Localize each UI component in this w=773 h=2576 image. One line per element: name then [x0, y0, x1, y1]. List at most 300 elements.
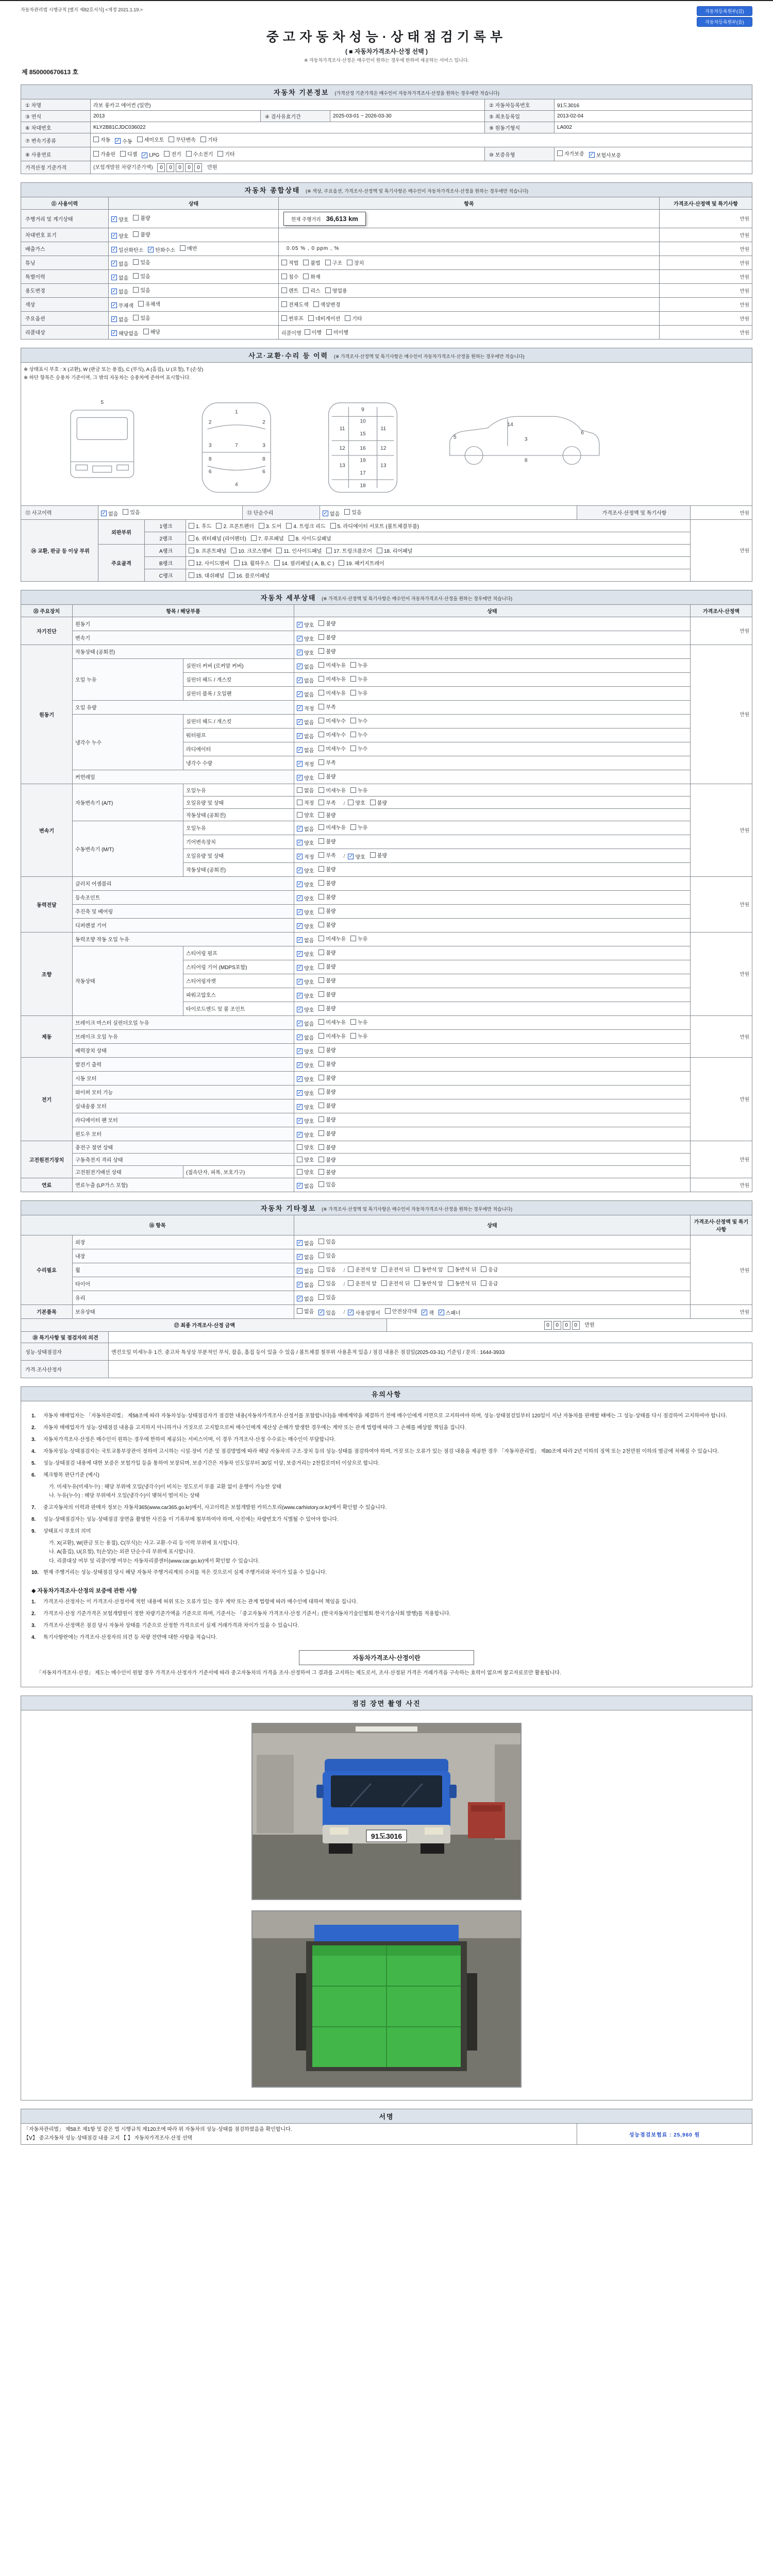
checkbox[interactable] — [318, 962, 335, 970]
checkbox[interactable] — [297, 1117, 314, 1125]
checkbox[interactable] — [286, 522, 325, 530]
checkbox[interactable] — [297, 1253, 314, 1261]
checkbox[interactable] — [318, 758, 335, 766]
checkbox-box-icon: ✓ — [297, 1020, 302, 1026]
front-plate — [93, 466, 112, 472]
checkbox[interactable] — [350, 661, 367, 669]
checkbox[interactable] — [348, 1309, 380, 1316]
checkbox[interactable] — [325, 259, 342, 266]
checkbox[interactable] — [111, 287, 128, 295]
checkbox[interactable] — [448, 1265, 476, 1273]
checkbox[interactable] — [115, 137, 132, 145]
checkbox[interactable] — [189, 571, 224, 579]
checkbox[interactable] — [297, 839, 314, 846]
checkbox[interactable] — [318, 1238, 335, 1245]
checkbox[interactable] — [297, 811, 314, 819]
checkbox[interactable] — [381, 1279, 410, 1287]
checkbox-box-icon — [318, 704, 324, 709]
checkbox[interactable] — [318, 1309, 335, 1316]
checkbox-label: 동반석 뒤 — [455, 1267, 477, 1273]
checkbox[interactable] — [137, 135, 164, 143]
checkbox[interactable] — [281, 259, 298, 266]
section-title: 유의사항 — [371, 1390, 402, 1398]
checkbox[interactable] — [133, 314, 150, 321]
checkbox[interactable] — [318, 907, 335, 914]
checkbox[interactable] — [318, 1101, 335, 1109]
checkbox-label: 있음 — [140, 287, 150, 294]
checkbox[interactable] — [377, 547, 412, 554]
state-cell — [294, 1085, 691, 1099]
checkbox[interactable] — [111, 315, 128, 323]
checkbox[interactable] — [297, 1267, 314, 1275]
checkbox[interactable] — [318, 1293, 335, 1301]
checkbox[interactable] — [347, 259, 364, 266]
state-cell — [294, 742, 691, 756]
checkbox-label: 불량 — [326, 908, 336, 914]
item-label: 커먼레일 — [73, 770, 294, 784]
checkbox-label: 있음 — [326, 1239, 336, 1245]
state-separator: / — [343, 1309, 345, 1315]
checkbox[interactable] — [189, 522, 211, 530]
checkbox[interactable] — [318, 675, 346, 683]
checkbox[interactable] — [323, 510, 340, 517]
checkbox-box-icon: ✓ — [422, 1309, 427, 1315]
checkbox-label: 양호 — [304, 993, 314, 999]
section-accident-history — [21, 348, 752, 363]
checkbox[interactable] — [318, 811, 335, 819]
checkbox[interactable] — [318, 1060, 335, 1067]
checkbox[interactable] — [189, 547, 226, 554]
checkbox[interactable] — [133, 258, 150, 266]
diagram-number-label: 12 — [339, 445, 345, 451]
checkbox[interactable] — [481, 1279, 498, 1287]
diagram-number-label: 3 — [524, 436, 528, 443]
checkbox[interactable] — [297, 649, 314, 656]
checkbox[interactable] — [318, 1168, 335, 1176]
checkbox-box-icon — [133, 231, 139, 237]
checkbox[interactable] — [348, 1279, 376, 1287]
checkbox[interactable] — [297, 1281, 314, 1289]
checkbox[interactable] — [318, 1032, 346, 1040]
checkbox[interactable] — [297, 936, 314, 944]
checkbox[interactable] — [216, 522, 254, 530]
checkbox[interactable] — [318, 851, 335, 859]
checkbox[interactable] — [111, 301, 133, 309]
checkbox[interactable] — [370, 799, 387, 806]
device-group-label: 조향 — [21, 932, 73, 1015]
checkbox[interactable] — [297, 1047, 314, 1055]
checkbox[interactable] — [414, 1265, 443, 1273]
checkbox-label: 8. 사이드실패널 — [295, 536, 331, 542]
checkbox[interactable] — [350, 935, 367, 942]
checkbox[interactable] — [318, 1018, 346, 1026]
notice-item-number: 3. — [31, 1436, 36, 1443]
subitem-label: 스티어링 기어 (MDPS포함) — [183, 960, 294, 974]
checkbox[interactable] — [318, 990, 335, 998]
checkbox-label: 양호 — [304, 812, 314, 819]
checkbox[interactable] — [318, 731, 346, 738]
checkbox[interactable] — [281, 300, 309, 308]
etc-body — [21, 1235, 752, 1318]
checkbox[interactable] — [186, 150, 213, 158]
checkbox-box-icon: ✓ — [297, 663, 302, 669]
checkbox[interactable] — [297, 825, 314, 833]
checkbox[interactable] — [297, 880, 314, 888]
checkbox[interactable] — [381, 1265, 410, 1273]
checkbox[interactable] — [297, 621, 314, 629]
checkbox[interactable] — [297, 635, 314, 642]
checkbox[interactable] — [111, 246, 143, 253]
checkbox[interactable] — [313, 300, 341, 308]
checkbox[interactable] — [325, 286, 347, 294]
checkbox[interactable] — [318, 1046, 335, 1054]
checkbox[interactable] — [297, 950, 314, 958]
item-label: 오일 누유 — [73, 658, 183, 700]
checkbox[interactable] — [148, 246, 175, 253]
checkbox[interactable] — [326, 328, 348, 336]
checkbox[interactable] — [297, 732, 314, 740]
checkbox-box-icon: ✓ — [297, 867, 302, 873]
mileage-value: 36,613 km — [326, 214, 358, 223]
checkbox[interactable] — [297, 853, 314, 860]
checkbox[interactable] — [143, 328, 160, 335]
checkbox-box-icon: ✓ — [297, 1131, 302, 1138]
checkbox[interactable] — [318, 948, 335, 956]
checkbox-label: 불량 — [140, 232, 150, 238]
checkbox[interactable] — [234, 559, 270, 567]
checkbox[interactable] — [297, 786, 314, 794]
checkbox[interactable] — [101, 510, 118, 517]
checkbox[interactable] — [111, 215, 128, 223]
checkbox[interactable] — [180, 244, 197, 252]
checkbox[interactable] — [348, 853, 365, 860]
checkbox[interactable] — [350, 786, 367, 794]
remark-role-label: 가격·조사산정자 — [21, 1360, 109, 1378]
checkbox[interactable] — [297, 1006, 314, 1013]
checkbox[interactable] — [318, 1004, 335, 1012]
checkbox[interactable] — [138, 300, 160, 308]
checkbox-box-icon — [370, 852, 376, 858]
checkbox[interactable] — [297, 760, 314, 768]
item-label: 브레이크 마스터 실린더오일 누유 — [73, 1015, 294, 1029]
overall-header-price: 가격조사·산정액 및 특기사항 — [660, 197, 752, 209]
checkbox[interactable] — [231, 547, 272, 554]
checkbox[interactable] — [350, 689, 367, 697]
checkbox[interactable] — [308, 314, 340, 322]
checkbox[interactable] — [305, 328, 322, 336]
checkbox[interactable] — [281, 314, 304, 322]
notice-item-number: 6. — [31, 1472, 36, 1478]
checkbox[interactable] — [297, 1295, 314, 1302]
checkbox-label: 양호 — [304, 1049, 314, 1055]
checkbox-label: 리스 — [310, 289, 321, 295]
checkbox[interactable] — [297, 922, 314, 930]
checkbox[interactable] — [251, 534, 284, 542]
checkbox[interactable] — [350, 1032, 367, 1040]
checkbox[interactable] — [133, 272, 150, 280]
notice-item-number: 8. — [31, 1516, 36, 1522]
checkbox[interactable] — [370, 851, 387, 859]
checkbox-box-icon — [339, 560, 344, 566]
checkbox[interactable] — [111, 274, 128, 281]
checkbox[interactable] — [318, 865, 335, 873]
checkbox[interactable] — [111, 329, 139, 337]
checkbox[interactable] — [350, 1018, 367, 1026]
checkbox-label: 렌트 — [289, 289, 299, 295]
checkbox[interactable] — [330, 522, 419, 530]
checkbox[interactable] — [111, 232, 128, 240]
checkbox[interactable] — [120, 150, 137, 158]
checkbox[interactable] — [318, 823, 346, 831]
checkbox[interactable] — [297, 978, 314, 986]
state-cell — [294, 1127, 691, 1141]
state-cell — [294, 631, 691, 645]
checkbox[interactable] — [281, 273, 298, 280]
checkbox-box-icon — [318, 1103, 324, 1108]
checkbox[interactable] — [318, 1156, 335, 1163]
notice-item-text: 특기사항란에는 가격조사·산정자의 의견 등 차량 전반에 대한 사항을 적습니다. — [43, 1635, 217, 1641]
checkbox-label: 있음 — [140, 274, 150, 280]
checkbox[interactable] — [93, 135, 110, 143]
checkbox[interactable] — [189, 559, 229, 567]
overall-body — [21, 209, 752, 339]
checkbox[interactable] — [481, 1265, 498, 1273]
checkbox-label: 탄화수소 — [155, 247, 175, 253]
checkbox-label: 불량 — [326, 621, 336, 627]
state-cell — [294, 1043, 691, 1057]
checkbox[interactable] — [297, 867, 314, 874]
checkbox[interactable] — [318, 1115, 335, 1123]
checkbox[interactable] — [142, 152, 159, 158]
checkbox[interactable] — [345, 314, 362, 322]
state-cell — [294, 658, 691, 672]
checkbox-box-icon — [217, 151, 223, 157]
device-row — [21, 1165, 752, 1178]
checkbox[interactable] — [350, 823, 367, 831]
notice-item — [31, 1448, 742, 1456]
checkbox[interactable] — [318, 717, 346, 724]
price-cell: 만원 — [691, 519, 752, 581]
checkbox[interactable] — [297, 992, 314, 999]
checkbox[interactable] — [200, 135, 217, 143]
checkbox[interactable] — [297, 676, 314, 684]
checkbox[interactable] — [318, 1180, 335, 1188]
warranty-type-options — [554, 147, 752, 161]
diagram-numbers — [100, 400, 584, 488]
checkbox-label: 있음 — [326, 1267, 336, 1273]
usage-extra-cell — [279, 325, 660, 339]
rank-items — [186, 569, 691, 581]
checkbox-label: 기타 — [225, 152, 235, 158]
checkbox[interactable] — [297, 894, 314, 902]
checkbox[interactable] — [350, 731, 367, 738]
registry-doc-button-2[interactable]: 자동차등록원부(을) — [697, 17, 752, 27]
checkbox[interactable] — [297, 774, 314, 782]
checkbox[interactable] — [169, 135, 196, 143]
checkbox[interactable] — [297, 1103, 314, 1111]
checkbox[interactable] — [448, 1279, 476, 1287]
checkbox[interactable] — [303, 259, 320, 266]
checkbox[interactable] — [318, 799, 335, 806]
checkbox-label: 있음 — [326, 1253, 336, 1259]
checkbox[interactable] — [589, 151, 621, 159]
checkbox[interactable] — [297, 690, 314, 698]
etc-header-state: 상태 — [294, 1215, 691, 1235]
checkbox-label: 불량 — [326, 774, 336, 780]
checkbox[interactable] — [259, 522, 281, 530]
checkbox-label: 없음 — [304, 1268, 314, 1275]
checkbox[interactable] — [297, 1131, 314, 1139]
price-cell: 만원 — [660, 297, 752, 311]
checkbox[interactable] — [111, 260, 128, 267]
checkbox[interactable] — [133, 286, 150, 294]
checkbox[interactable] — [276, 547, 322, 554]
checkbox-box-icon — [318, 1266, 324, 1272]
checkbox[interactable] — [297, 1143, 314, 1151]
checkbox-box-icon — [286, 523, 292, 529]
checkbox[interactable] — [318, 1251, 335, 1259]
item-label: 추진축 및 베어링 — [73, 904, 294, 918]
checkbox[interactable] — [229, 571, 270, 579]
checkbox[interactable] — [318, 837, 335, 845]
checkbox[interactable] — [422, 1309, 434, 1316]
checkbox[interactable] — [318, 744, 346, 752]
vehicle-type-legend: ※ 하단 항목은 승용차 기준이며, 그 밖의 자동차는 승용차에 준하여 표시합니다. — [24, 375, 191, 381]
checkbox[interactable] — [297, 1156, 314, 1163]
checkbox[interactable] — [348, 799, 365, 806]
checkbox[interactable] — [350, 717, 367, 724]
checkbox[interactable] — [318, 1074, 335, 1081]
checkbox[interactable] — [318, 703, 335, 710]
diagram-number-label: 8 — [524, 457, 528, 464]
checkbox[interactable] — [133, 214, 150, 222]
checkbox[interactable] — [297, 1020, 314, 1027]
checkbox[interactable] — [414, 1279, 443, 1287]
checkbox-box-icon — [281, 301, 287, 307]
diagram-number-label: 6 — [262, 469, 265, 475]
checkbox[interactable] — [318, 879, 335, 887]
checkbox[interactable] — [318, 1265, 335, 1273]
checkbox[interactable] — [297, 746, 314, 754]
checkbox[interactable] — [318, 633, 335, 641]
notice-item — [31, 1471, 742, 1480]
mileage-label: 현재 주행거리 — [291, 216, 321, 223]
sign-statement — [21, 2124, 577, 2145]
state-cell — [294, 1057, 691, 1071]
checkbox[interactable] — [123, 508, 140, 516]
checkbox[interactable] — [318, 689, 346, 697]
checkbox-label: 없음 — [119, 261, 129, 267]
checkbox[interactable] — [318, 935, 346, 942]
checkbox-box-icon: ✓ — [112, 246, 116, 252]
checkbox[interactable] — [318, 1088, 335, 1095]
checkbox-label: 불량 — [326, 1131, 336, 1137]
checkbox[interactable] — [274, 559, 334, 567]
checkbox-label: 없음 — [304, 664, 314, 670]
front-view-outline — [71, 410, 134, 478]
mileage-box — [283, 212, 366, 226]
insurance-fee — [577, 2124, 752, 2145]
checkbox[interactable] — [318, 893, 335, 901]
checkbox[interactable] — [318, 921, 335, 928]
checkbox-label: 불량 — [326, 1170, 336, 1176]
state-symbol-legend: ※ 상태표시 부호 : X (교환), W (판금 또는 용접), C (부식), A (흠집), U (요철), T (손상) — [24, 366, 204, 372]
checkbox[interactable] — [350, 744, 367, 752]
checkbox-box-icon — [377, 548, 382, 553]
device-row — [21, 1043, 752, 1057]
checkbox[interactable] — [297, 1089, 314, 1097]
checkbox-box-icon: ✓ — [297, 677, 302, 683]
checkbox[interactable] — [385, 1307, 417, 1315]
checkbox[interactable] — [344, 508, 361, 516]
checkbox[interactable] — [318, 1143, 335, 1151]
checkbox[interactable] — [297, 704, 314, 712]
checkbox[interactable] — [318, 772, 335, 780]
checkbox[interactable] — [297, 1239, 314, 1247]
checkbox[interactable] — [326, 547, 372, 554]
checkbox[interactable] — [339, 559, 384, 567]
registry-doc-button-1[interactable]: 자동차등록원부(갑) — [697, 6, 752, 16]
checkbox[interactable] — [297, 1168, 314, 1176]
checkbox-box-icon — [276, 548, 282, 553]
price-cell: 만원 — [660, 242, 752, 256]
checkbox-box-icon — [318, 676, 324, 682]
checkbox[interactable] — [318, 619, 335, 627]
checkbox-box-icon: ✓ — [112, 288, 116, 294]
checkbox[interactable] — [303, 286, 320, 294]
usage-state-cell — [109, 242, 279, 256]
item-label: 수동변속기 (M/T) — [73, 821, 183, 876]
checkbox-label: 있음 — [140, 315, 150, 321]
checkbox[interactable] — [297, 1307, 314, 1315]
checkbox[interactable] — [439, 1309, 461, 1316]
checkbox[interactable] — [318, 1129, 335, 1137]
checkbox[interactable] — [189, 534, 246, 542]
checkbox[interactable] — [297, 908, 314, 916]
checkbox[interactable] — [297, 1182, 314, 1190]
checkbox[interactable] — [297, 964, 314, 972]
checkbox-label: 사용설명서 — [355, 1310, 380, 1316]
checkbox[interactable] — [318, 1279, 335, 1287]
notice-item-text: 성능·상태점검자는 성능·상태점검 장면을 촬영한 사진을 이 기록부에 첨부하여야 하며, 사진에는 차량번호가 식별될 수 있어야 합니다. — [43, 1516, 339, 1522]
checkbox[interactable] — [289, 534, 331, 542]
checkbox[interactable] — [303, 273, 320, 280]
checkbox[interactable] — [318, 786, 346, 794]
state-cell — [294, 1099, 691, 1113]
checkbox[interactable] — [318, 976, 335, 984]
checkbox[interactable] — [297, 663, 314, 670]
checkbox[interactable] — [217, 150, 234, 158]
checkbox[interactable] — [164, 150, 181, 158]
checkbox[interactable] — [297, 799, 314, 806]
notice-subitem: 가. 미세누유(미세누수) : 해당 부위에 오일(냉각수)이 비치는 정도로서 부품 교환 없이 운행이 가능한 상태 — [49, 1484, 282, 1490]
checkbox[interactable] — [297, 1061, 314, 1069]
checkbox[interactable] — [93, 150, 115, 158]
checkbox[interactable] — [348, 1265, 376, 1273]
checkbox[interactable] — [133, 230, 150, 238]
checkbox[interactable] — [297, 1075, 314, 1083]
checkbox[interactable] — [281, 286, 298, 294]
checkbox[interactable] — [297, 718, 314, 726]
checkbox-box-icon — [216, 523, 222, 529]
checkbox[interactable] — [350, 675, 367, 683]
checkbox[interactable] — [557, 149, 584, 157]
engine-type-label: ⑨ 원동기형식 — [485, 122, 554, 133]
checkbox[interactable] — [318, 661, 346, 669]
checkbox[interactable] — [318, 647, 335, 655]
checkbox[interactable] — [297, 1033, 314, 1041]
device-group-label: 전기 — [21, 1057, 73, 1141]
